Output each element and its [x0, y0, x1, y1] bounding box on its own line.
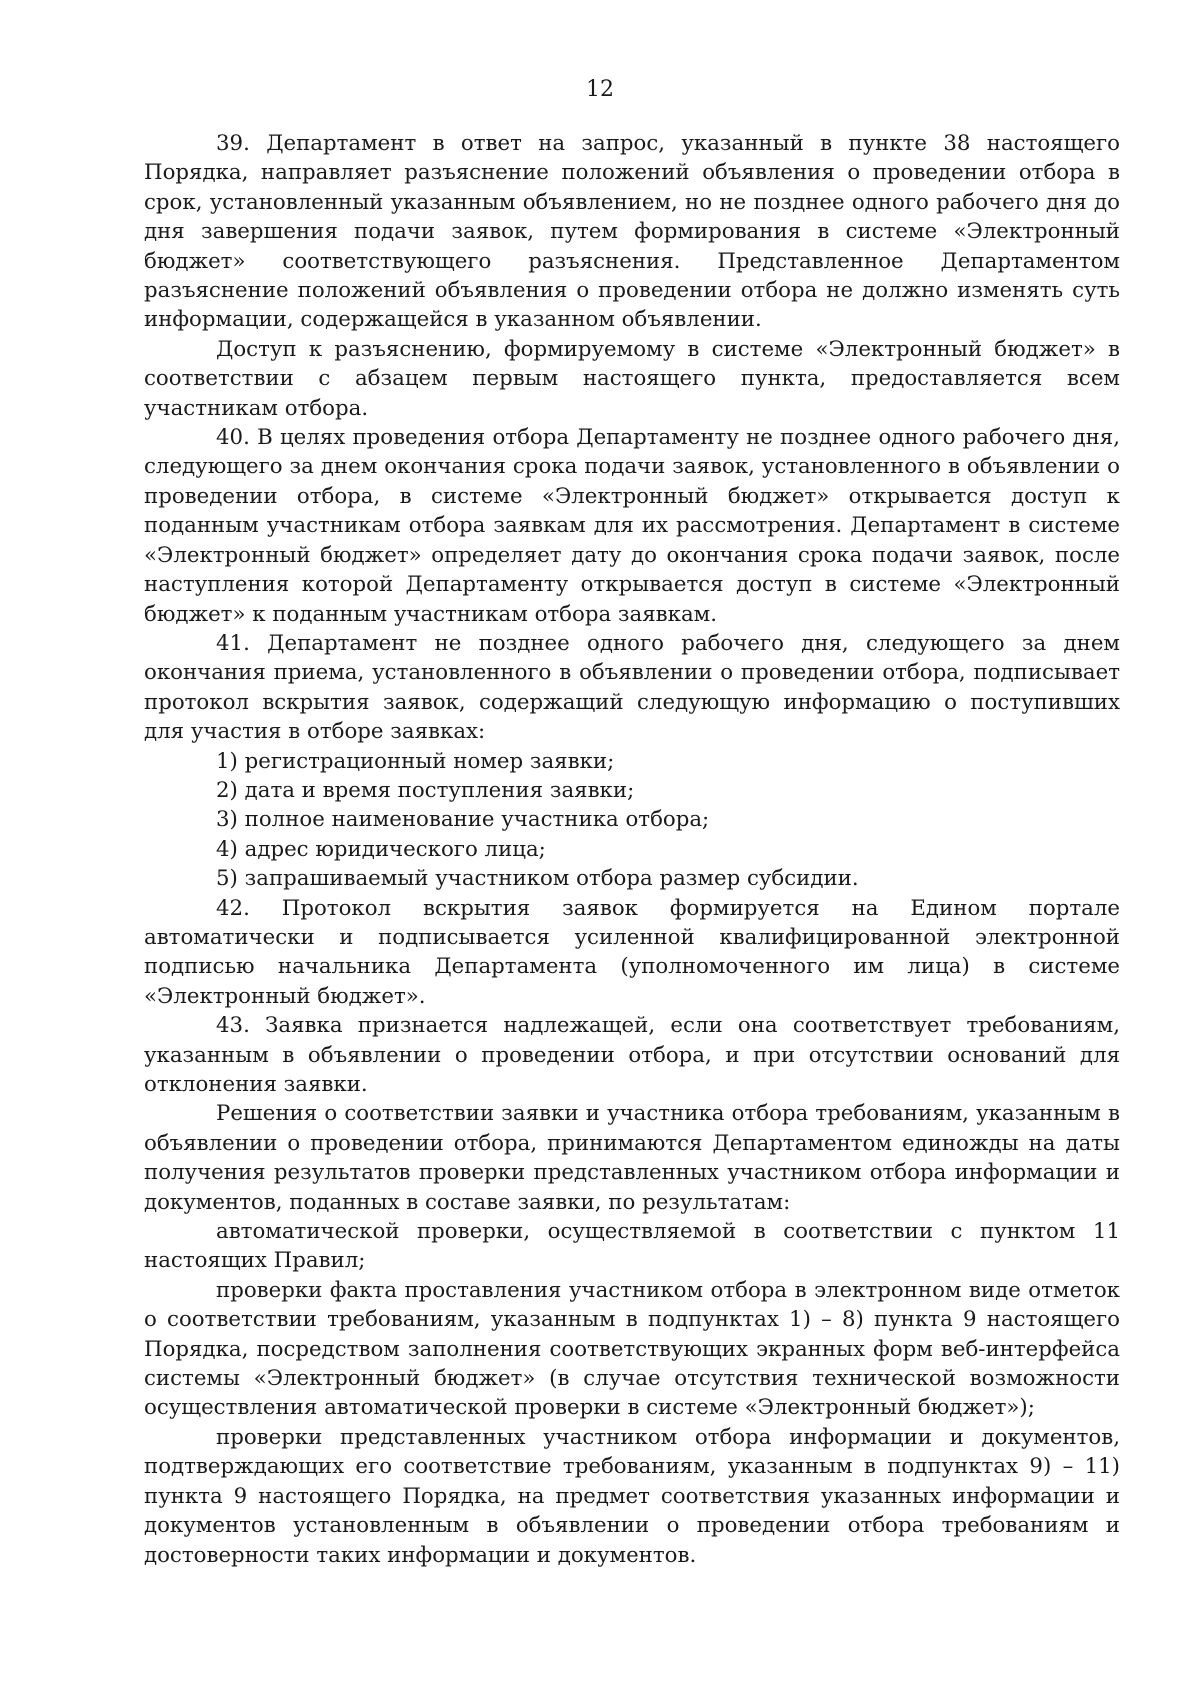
- paragraph-marks-check: проверки факта проставления участником отбора в электронном виде отметок о соответствии требованиям, указанным в подпунктах 1) – 8) пункта 9 настоящего Порядка, посредством заполнения соответствующих экранных форм веб-интерфейса системы «Электронный бюджет» (в случае отсутствия технической возможности осуществления автоматической проверки в системе «Электронный бюджет»);: [144, 1277, 1120, 1421]
- paragraph-43-decisions: Решения о соответствии заявки и участника отбора требованиям, указанным в объявлении о проведении отбора, принимаются Департаментом единожды на даты получения результатов проверки представленных участником отбора информации и документов, поданных в составе заявки, по результатам:: [144, 1101, 1120, 1215]
- paragraph-39: 39. Департамент в ответ на запрос, указанный в пункте 38 настоящего Порядка, направляет разъяснение положений объявления о проведении отбора в срок, установленный указанным объявлением, но не позднее одного рабочего дня до дня завершения подачи заявок, путем формирования в системе «Электронный бюджет» соответствующего разъяснения. Представленное Департаментом разъяснение положений объявления о проведении отбора не должно изменять суть информации, содержащейся в указанном объявлении.: [144, 131, 1120, 333]
- paragraph-documents-check: проверки представленных участником отбора информации и документов, подтверждающих его соответствие требованиям, указанным в подпунктах 9) – 11) пункта 9 настоящего Порядка, на предмет соответствия указанных информации и документов установленным в объявлении о проведении отбора требованиям и достоверности таких информации и документов.: [144, 1424, 1120, 1568]
- paragraph-40: 40. В целях проведения отбора Департаменту не позднее одного рабочего дня, следующего за днем окончания срока подачи заявок, установленного в объявлении о проведении отбора, в системе «Электронный бюджет» открывается доступ к поданным участникам отбора заявкам для их рассмотрения. Департамент в системе «Электронный бюджет» определяет дату до окончания срока подачи заявок, после наступления которой Департаменту открывается доступ в системе «Электронный бюджет» к поданным участникам отбора заявкам.: [144, 425, 1120, 627]
- list-item-1: 1) регистрационный номер заявки;: [216, 748, 615, 774]
- paragraph-41: 41. Департамент не позднее одного рабочего дня, следующего за днем окончания приема, установленного в объявлении о проведении отбора, подписывает протокол вскрытия заявок, содержащий следующую информацию о поступивших для участия в отборе заявках:: [144, 630, 1120, 745]
- list-item-2: 2) дата и время поступления заявки;: [216, 777, 635, 803]
- list-item-5: 5) запрашиваемый участником отбора размер субсидии.: [216, 866, 859, 892]
- paragraph-42: 42. Протокол вскрытия заявок формируется на Едином портале автоматически и подписывается усиленной квалифицированной электронной подписью начальника Департамента (уполномоченного им лица) в системе «Электронный бюджет».: [144, 895, 1120, 1009]
- paragraph-39-access: Доступ к разъяснению, формируемому в системе «Электронный бюджет» в соответствии с абзацем первым настоящего пункта, предоставляется всем участникам отбора.: [144, 336, 1120, 421]
- paragraph-automatic-check: автоматической проверки, осуществляемой в соответствии с пунктом 11 настоящих Правил;: [144, 1219, 1120, 1274]
- document-body: [144, 129, 1120, 1570]
- list-item-3: 3) полное наименование участника отбора;: [216, 807, 710, 833]
- page-number: 12: [586, 77, 614, 102]
- paragraph-43: 43. Заявка признается надлежащей, если она соответствует требованиям, указанным в объявлении о проведении отбора, и при отсутствии оснований для отклонения заявки.: [144, 1013, 1120, 1097]
- list-item-4: 4) адрес юридического лица;: [216, 836, 546, 862]
